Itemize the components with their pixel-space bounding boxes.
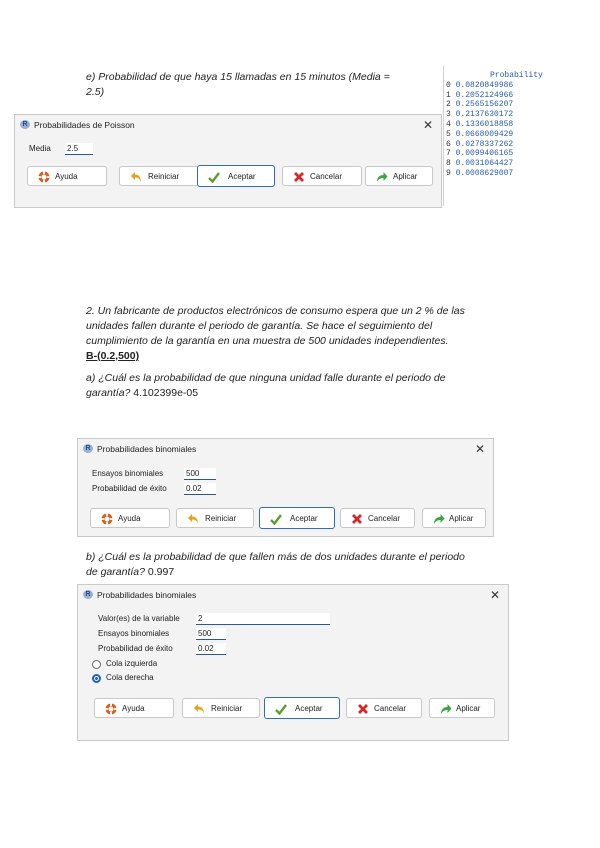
apply-label: Aplicar [393,172,418,181]
row-value: 0.0278337262 [455,139,514,149]
variable-input[interactable]: 2 [196,613,330,625]
output-row [446,110,543,120]
undo-arrow-icon [187,513,199,525]
question-e [86,70,436,100]
question-a-answer: 4.102399e-05 [133,387,199,399]
tail-left-radio[interactable] [92,660,101,669]
output-row [446,81,543,91]
trials-input[interactable]: 500 [196,628,226,640]
row-index: 7 [446,149,451,159]
undo-arrow-icon [130,171,142,183]
tail-right-radio[interactable] [92,674,101,683]
trials-label: Ensayos binomiales [92,469,164,478]
poisson-dialog-title: Probabilidades de Poisson [34,120,135,130]
binomial-b-titlebar [78,585,508,605]
row-value: 0.2565156207 [455,100,514,110]
problem-2-line3: cumplimiento de la garantía en una muestra de 500 unidades independientes. [86,335,449,347]
question-b-answer: 0.997 [147,566,175,578]
row-value: 0.0031064427 [455,159,514,169]
poisson-output [446,71,543,179]
trials-input[interactable]: 500 [184,468,216,480]
row-index: 9 [446,168,451,178]
output-row [446,159,543,169]
apply-label: Aplicar [449,514,474,523]
output-row [446,149,543,159]
lifebuoy-icon [101,513,113,525]
question-e-line1: e) Probabilidad de que haya 15 llamadas en 15 minutos (Media = [86,71,390,83]
success-label: Probabilidad de éxito [92,484,167,493]
close-icon[interactable]: ✕ [489,588,500,602]
help-label: Ayuda [55,172,78,181]
question-a-line2: garantía? [86,387,131,399]
ok-button[interactable] [264,697,340,719]
reset-label: Reiniciar [205,514,237,523]
row-index: 6 [446,139,451,149]
ok-label: Aceptar [295,704,323,713]
question-a-line1: a) ¿Cuál es la probabilidad de que ninguna unidad falle durante el periodo de [86,372,446,384]
media-input[interactable]: 2.5 [65,143,93,155]
row-index: 1 [446,90,451,100]
output-divider [443,66,444,206]
row-value: 0.0668009429 [455,129,514,139]
cancel-label: Cancelar [310,172,343,181]
problem-2-line2: unidades fallen durante el periodo de garantía. Se hace el seguimiento del [86,320,433,332]
output-row [446,100,543,110]
r-logo-icon: R [83,590,93,599]
poisson-dialog [14,114,442,208]
close-icon[interactable]: ✕ [474,442,485,456]
success-input[interactable]: 0.02 [196,643,226,655]
green-arrow-icon [376,171,388,183]
media-label: Media [29,144,51,153]
output-row [446,120,543,130]
row-value: 0.2052124966 [455,90,514,100]
ok-label: Aceptar [290,514,318,523]
reset-label: Reiniciar [211,704,243,713]
question-b-line1: b) ¿Cuál es la probabilidad de que fallen más de dos unidades durante el periodo [86,551,465,563]
question-b [86,550,526,580]
apply-button[interactable] [429,698,495,718]
apply-button[interactable] [422,508,486,528]
row-value: 0.0008629007 [455,168,514,178]
output-row [446,130,543,140]
variable-label: Valor(es) de la variable [98,614,180,623]
row-value: 0.0099406165 [455,149,514,159]
red-x-icon [293,171,305,183]
r-logo-icon: R [83,444,93,453]
problem-2 [86,304,526,401]
cancel-button[interactable] [340,508,415,528]
cancel-label: Cancelar [368,514,401,523]
poisson-titlebar [15,115,441,135]
checkmark-icon [275,703,287,715]
ok-label: Aceptar [228,172,256,181]
cancel-button[interactable] [282,166,362,186]
row-index: 8 [446,159,451,169]
output-header: Probability [490,71,543,80]
distribution-notation: B-(0.2,500) [86,350,140,362]
row-index: 4 [446,119,451,129]
problem-2-line1: 2. Un fabricante de productos electrónicos de consumo espera que un 2 % de las [86,305,465,317]
success-input[interactable]: 0.02 [184,483,216,495]
lifebuoy-icon [38,171,50,183]
row-index: 2 [446,100,451,110]
binomial-b-title: Probabilidades binomiales [97,590,197,600]
output-row [446,140,543,150]
help-label: Ayuda [122,704,145,713]
cancel-label: Cancelar [374,704,407,713]
checkmark-icon [270,513,282,525]
undo-arrow-icon [193,703,205,715]
row-value: 0.1336018858 [455,119,514,129]
tail-left-label: Cola izquierda [106,659,158,668]
help-label: Ayuda [118,514,141,523]
reset-button[interactable] [182,698,260,718]
red-x-icon [351,513,363,525]
binomial-a-title: Probabilidades binomiales [97,444,197,454]
binomial-dialog-a [77,438,494,537]
ok-button[interactable] [259,507,335,529]
close-icon[interactable]: ✕ [422,118,433,132]
question-e-line2: 2.5) [86,86,105,98]
row-value: 0.2137630172 [455,110,514,120]
output-row [446,169,543,179]
red-x-icon [357,703,369,715]
apply-label: Aplicar [456,704,481,713]
binomial-dialog-b [77,584,509,741]
row-index: 0 [446,80,451,90]
ok-button[interactable] [197,165,275,187]
lifebuoy-icon [105,703,117,715]
apply-button[interactable] [365,166,433,186]
green-arrow-icon [433,513,445,525]
row-index: 5 [446,129,451,139]
row-value: 0.0820849986 [455,80,514,90]
reset-label: Reiniciar [148,172,180,181]
question-b-line2: de garantía? [86,566,145,578]
r-logo-icon: R [20,120,30,129]
cancel-button[interactable] [346,698,422,718]
row-index: 3 [446,110,451,120]
checkmark-icon [208,171,220,183]
trials-label: Ensayos binomiales [98,629,170,638]
binomial-a-titlebar [78,439,493,459]
tail-right-label: Cola derecha [106,673,154,682]
reset-button[interactable] [176,508,254,528]
help-button[interactable] [94,698,174,718]
output-row [446,91,543,101]
success-label: Probabilidad de éxito [98,644,173,653]
output-rows [446,81,543,179]
help-button[interactable] [27,166,107,186]
reset-button[interactable] [119,166,199,186]
help-button[interactable] [90,508,170,528]
green-arrow-icon [440,703,452,715]
